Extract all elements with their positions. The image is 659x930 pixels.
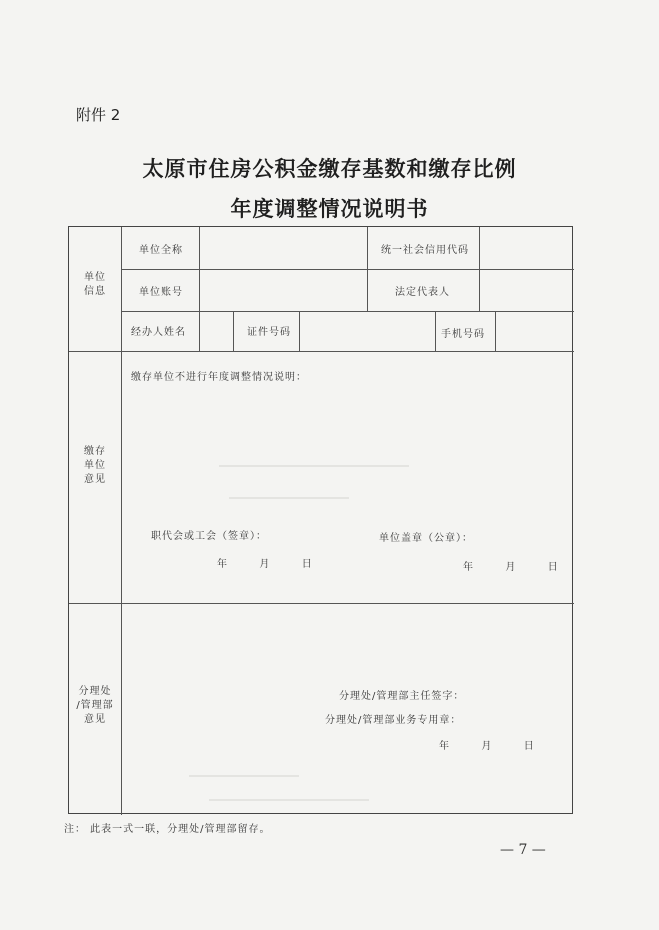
faint-show-through — [219, 465, 409, 467]
unit-seal-date — [463, 558, 558, 573]
date-day: 日 — [523, 741, 534, 752]
phone-field[interactable] — [496, 312, 573, 351]
form-table — [68, 226, 573, 814]
unit-account-field[interactable] — [200, 270, 366, 311]
date-year: 年 — [439, 741, 449, 752]
date-month: 月 — [481, 741, 492, 752]
date-year: 年 — [463, 562, 473, 573]
unit-account-label: 单位账号 — [139, 287, 183, 298]
branch-seal-label: 分理处/管理部业务专用章： — [325, 715, 462, 726]
cell-divider — [367, 227, 368, 311]
no-adjustment-explain-label: 缴存单位不进行年度调整情况说明： — [131, 372, 307, 383]
section-divider — [69, 351, 574, 352]
date-month: 月 — [505, 562, 516, 573]
union-sign-label: 职代会或工会（签章）： — [151, 531, 267, 542]
attachment-label: 附件 2 — [76, 106, 121, 124]
unit-opinion-label-line-3: 意见 — [84, 474, 106, 485]
label-column-divider — [121, 227, 122, 815]
handler-name-label: 经办人姓名 — [131, 327, 186, 338]
unit-info-label-line-1: 单位 — [84, 272, 106, 283]
date-day: 日 — [301, 559, 312, 570]
branch-opinion-section-label — [69, 685, 121, 727]
faint-show-through — [229, 497, 349, 499]
handler-name-field[interactable] — [200, 312, 233, 351]
section-divider — [69, 603, 574, 604]
director-sign-label: 分理处/管理部主任签字： — [339, 691, 465, 702]
credit-code-label: 统一社会信用代码 — [381, 245, 469, 256]
cell-divider — [435, 311, 436, 351]
footer-note: 注： 此表一式一联，分理处/管理部留存。 — [64, 824, 271, 835]
id-number-label: 证件号码 — [247, 327, 291, 338]
unit-full-name-label: 单位全称 — [139, 245, 183, 256]
title-line-2: 年度调整情况说明书 — [230, 196, 429, 221]
unit-opinion-section-label — [69, 445, 121, 487]
date-day: 日 — [547, 562, 558, 573]
cell-divider — [233, 311, 234, 351]
legal-rep-field[interactable] — [480, 270, 573, 311]
unit-opinion-label-line-2: 单位 — [84, 460, 106, 471]
unit-full-name-field[interactable] — [200, 227, 366, 269]
branch-date — [439, 737, 534, 752]
unit-seal-label: 单位盖章（公章）： — [379, 533, 473, 544]
page-number: — 7 — — [500, 842, 546, 858]
branch-opinion-label-line-1: 分理处 — [78, 686, 112, 697]
date-year: 年 — [217, 559, 227, 570]
unit-info-section-label — [69, 271, 121, 299]
id-number-field[interactable] — [300, 312, 435, 351]
credit-code-field[interactable] — [480, 227, 573, 269]
faint-show-through — [189, 775, 299, 777]
date-month: 月 — [259, 559, 270, 570]
faint-show-through — [209, 799, 369, 801]
title-line-1: 太原市住房公积金缴存基数和缴存比例 — [142, 156, 517, 181]
unit-info-label-line-2: 信息 — [84, 286, 106, 297]
phone-label: 手机号码 — [441, 329, 485, 340]
union-sign-date — [217, 555, 312, 570]
legal-rep-label: 法定代表人 — [395, 287, 450, 298]
branch-opinion-label-line-3: 意见 — [84, 714, 106, 725]
branch-opinion-label-line-2: /管理部 — [76, 700, 114, 711]
unit-opinion-label-line-1: 缴存 — [84, 446, 106, 457]
